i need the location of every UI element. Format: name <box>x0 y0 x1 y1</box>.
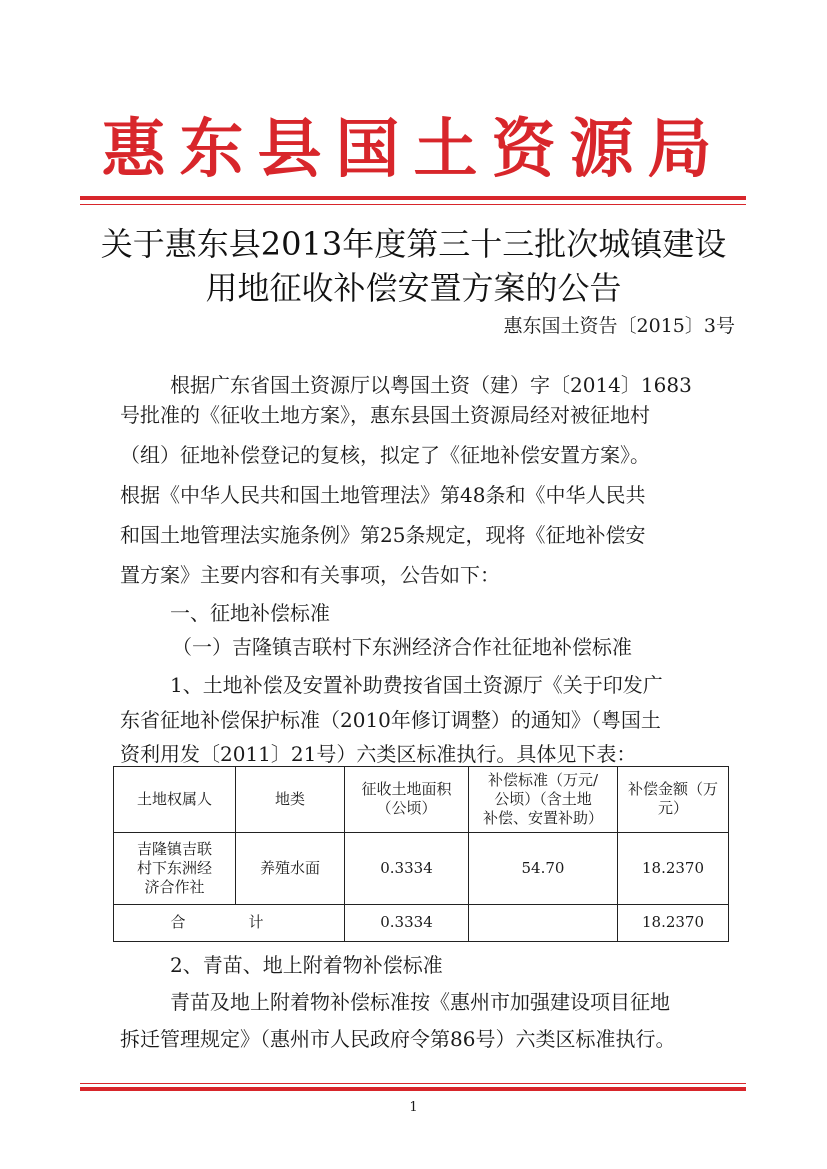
cell-owner: 吉隆镇吉联 村下东洲经 济合作社 <box>114 832 236 904</box>
total-amount: 18.2370 <box>618 904 729 941</box>
body-line: 置方案》主要内容和有关事项，公告如下： <box>120 563 500 587</box>
body-line: 根据《中华人民共和国土地管理法》第48条和《中华人民共 <box>120 483 646 507</box>
body-line: 资利用发〔2011〕21号）六类区标准执行。具体见下表： <box>120 742 637 766</box>
total-area: 0.3334 <box>345 904 469 941</box>
agency-name: 惠东县国土资源局 <box>101 112 726 187</box>
cell-amount: 18.2370 <box>618 832 729 904</box>
item-heading: 2、青苗、地上附着物补偿标准 <box>170 953 443 977</box>
footer-rule-thin <box>80 1083 746 1084</box>
subsection-heading: （一）吉隆镇吉联村下东洲经济合作社征地补偿标准 <box>172 635 632 659</box>
body-line: 和国土地管理法实施条例》第25条规定，现将《征地补偿安 <box>120 523 646 547</box>
header-area: 征收土地面积 （公顷） <box>345 767 469 833</box>
section-heading: 一、征地补偿标准 <box>170 601 330 625</box>
header-land-type: 地类 <box>236 767 345 833</box>
table-header-row <box>114 767 729 833</box>
body-line: 号批准的《征收土地方案》，惠东县国土资源局经对被征地村 <box>120 403 650 427</box>
table-row <box>114 832 729 904</box>
body-line: 东省征地补偿保护标准（2010年修订调整）的通知》（粤国土 <box>120 708 661 732</box>
body-line: （组）征地补偿登记的复核，拟定了《征地补偿安置方案》。 <box>120 443 650 467</box>
table-total-row <box>114 904 729 941</box>
notice-title-line2: 用地征收补偿安置方案的公告 <box>205 269 622 307</box>
header-amount: 补偿金额（万元） <box>618 767 729 833</box>
body-line: 青苗及地上附着物补偿标准按《惠州市加强建设项目征地 <box>170 990 670 1014</box>
cell-land-type: 养殖水面 <box>236 832 345 904</box>
body-line: 1、土地补偿及安置补助费按省国土资源厅《关于印发广 <box>170 673 663 697</box>
body-line: 拆迁管理规定》（惠州市人民政府令第86号）六类区标准执行。 <box>120 1027 676 1051</box>
body-line: 根据广东省国土资源厅以粤国土资（建）字〔2014〕1683 <box>170 373 692 397</box>
total-standard <box>469 904 618 941</box>
header-rule-thin <box>80 204 746 205</box>
cell-area: 0.3334 <box>345 832 469 904</box>
header-rule-thick <box>80 196 746 200</box>
page-number: 1 <box>409 1100 418 1115</box>
document-number: 惠东国土资告〔2015〕3号 <box>503 315 735 337</box>
compensation-table <box>113 766 729 942</box>
footer-rule-thick <box>80 1087 746 1091</box>
cell-standard: 54.70 <box>469 832 618 904</box>
total-label: 合 计 <box>114 904 345 941</box>
header-owner: 土地权属人 <box>114 767 236 833</box>
header-standard: 补偿标准（万元/ 公顷）（含土地 补偿、安置补助） <box>469 767 618 833</box>
notice-title-line1: 关于惠东县2013年度第三十三批次城镇建设 <box>100 225 727 263</box>
